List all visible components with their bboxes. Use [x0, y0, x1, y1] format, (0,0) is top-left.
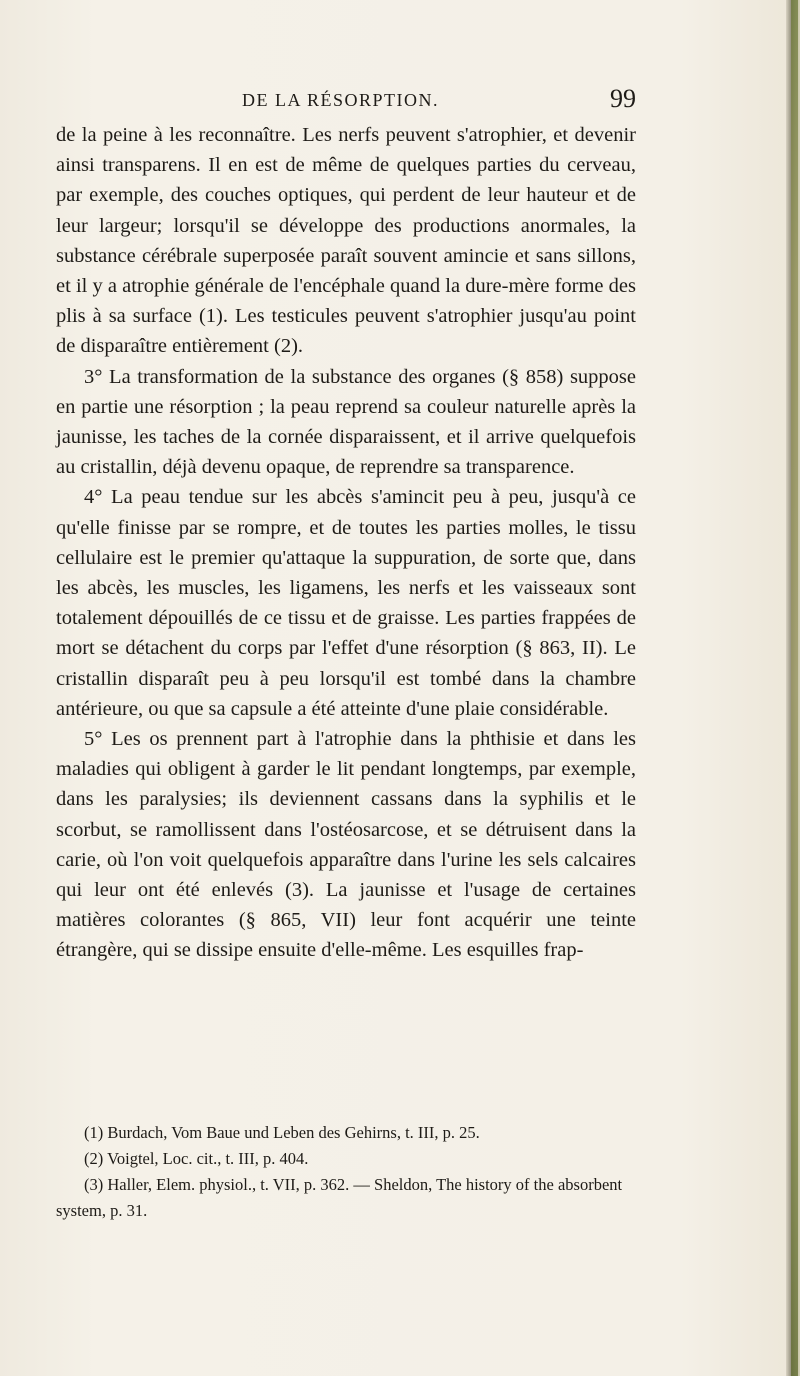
footnote-1: (1) Burdach, Vom Baue und Leben des Gehirns, t. III, p. 25. [84, 1123, 480, 1142]
footnotes [56, 1120, 636, 1224]
page-edge [786, 0, 800, 1376]
footnote-2: (2) Voigtel, Loc. cit., t. III, p. 404. [84, 1149, 309, 1168]
page-number: 99 [610, 84, 636, 113]
footnote-3: (3) Haller, Elem. physiol., t. VII, p. 362. — Sheldon, The history of the absorbent system, p. 31. [56, 1175, 623, 1220]
paragraph-continuation: de la peine à les reconnaître. Les nerfs peuvent s'atrophier, et devenir ainsi transparens. Il en est de même de quelques parties du cerveau, par exemple, des couches optiques, qui perdent de leur hauteur et de leur largeur; lorsqu'il se développe des productions anormales, la substance cérébrale superposée paraît souvent amincie et sans sillons, et il y a atrophie générale de l'encéphale quand la dure-mère forme des plis à sa surface (1). Les testicules peuvent s'atrophier jusqu'au point de disparaître entièrement (2). [56, 124, 636, 358]
body-text [56, 120, 636, 966]
page-header [56, 86, 636, 116]
paragraph-4: 4° La peau tendue sur les abcès s'amincit peu à peu, jusqu'à ce qu'elle finisse par se rompre, et de toutes les parties molles, le tissu cellulaire est le premier qu'attaque la suppuration, de sorte que, dans les abcès, les muscles, les ligamens, les nerfs et les vaisseaux sont totalement dépouillés de ce tissu et de graisse. Les parties frappées de mort se détachent du corps par l'effet d'une résorption (§ 863, II). Le cristallin disparaît peu à peu lorsqu'il est tombé dans la chambre antérieure, ou que sa capsule a été atteinte d'une plaie considérable. [56, 486, 636, 720]
binding-strip [791, 0, 798, 1376]
running-head: DE LA RÉSORPTION. [242, 90, 440, 110]
paragraph-3: 3° La transformation de la substance des organes (§ 858) suppose en partie une résorption ; la peau reprend sa couleur naturelle après la jaunisse, les taches de la cornée disparaissent, et il arrive quelquefois au cristallin, déjà devenu opaque, de reprendre sa transparence. [56, 365, 636, 479]
paragraph-5: 5° Les os prennent part à l'atrophie dans la phthisie et dans les maladies qui obligent à garder le lit pendant longtemps, par exemple, dans les paralysies; ils deviennent cassans dans la syphilis et le scorbut, se ramollissent dans l'ostéosarcose, et se détruisent dans la carie, où l'on voit quelquefois apparaître dans l'urine les sels calcaires qui leur ont été enlevés (3). La jaunisse et l'usage de certaines matières colorantes (§ 865, VII) leur font acquérir une teinte étrangère, qui se dissipe ensuite d'elle-même. Les esquilles frap- [56, 728, 636, 962]
